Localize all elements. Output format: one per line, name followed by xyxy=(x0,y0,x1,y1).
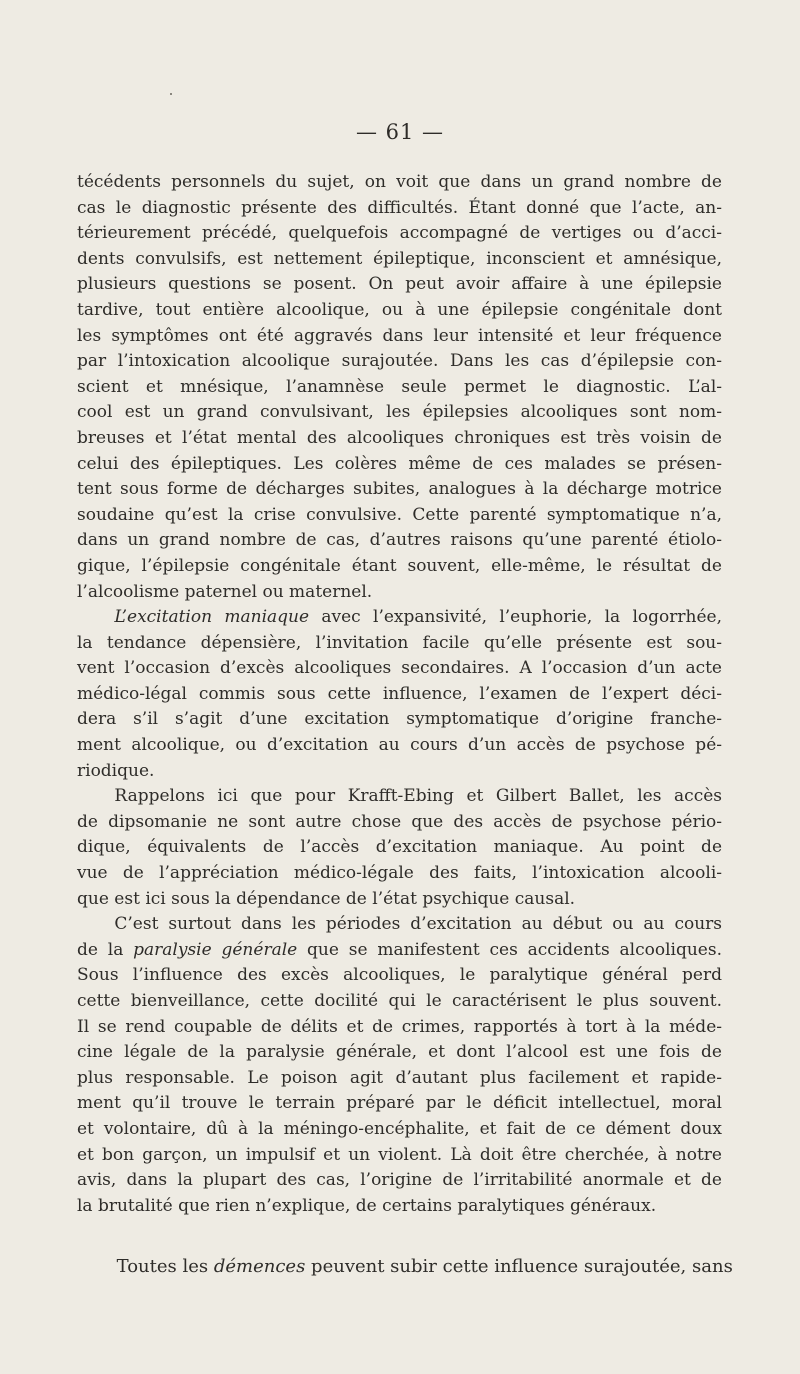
text-line: cine légale de la paralysie générale, et dont l’alcool est une fois de xyxy=(77,1042,722,1063)
text-line: dera s’il s’agit d’une excitation symptomatique d’origine franche- xyxy=(77,709,722,730)
text-line: les symptômes ont été aggravés dans leur intensité et leur fréquence xyxy=(77,325,722,346)
text-line: ment qu’il trouve le terrain préparé par le déficit intellectuel, moral xyxy=(77,1093,722,1114)
text-line: de la paralysie générale que se manifestent ces accidents alcooliques. xyxy=(77,939,722,960)
text-line: plus responsable. Le poison agit d’autant plus facilement et rapide- xyxy=(77,1067,722,1088)
text-line: cool est un grand convulsivant, les épilepsies alcooliques sont nom- xyxy=(77,402,722,423)
text-line: de dipsomanie ne sont autre chose que des accès de psychose pério- xyxy=(77,811,722,832)
body-text xyxy=(77,170,733,1280)
text-line: médico-légal commis sous cette influence, l’examen de l’expert déci- xyxy=(77,683,722,704)
text-line: la brutalité que rien n’explique, de certains paralytiques généraux. xyxy=(77,1195,657,1216)
text-line: gique, l’épilepsie congénitale étant souvent, elle-même, le résultat de xyxy=(77,555,722,576)
text-line: scient et mnésique, l’anamnèse seule permet le diagnostic. L’al- xyxy=(77,376,722,397)
text-line: L’excitation maniaque avec l’expansivité, l’euphorie, la logorrhée, xyxy=(114,607,723,628)
italic-term: L’excitation maniaque xyxy=(114,607,310,628)
text-line: l’alcoolisme paternel ou maternel. xyxy=(77,581,373,602)
text-line: vent l’occasion d’excès alcooliques secondaires. A l’occasion d’un acte xyxy=(77,658,722,679)
text-line: ment alcoolique, ou d’excitation au cours d’un accès de psychose pé- xyxy=(77,735,722,756)
text-line: avis, dans la plupart des cas, l’origine de l’irritabilité anormale et de xyxy=(77,1170,722,1191)
text-line: Toutes les démences peuvent subir cette influence surajoutée, sans xyxy=(116,1256,733,1278)
text-line: Il se rend coupable de délits et de crimes, rapportés à tort à la méde- xyxy=(77,1016,722,1037)
text-line: C’est surtout dans les périodes d’excitation au début ou au cours xyxy=(114,914,722,935)
text-line: Sous l’influence des excès alcooliques, le paralytique général perd xyxy=(77,965,722,986)
text-line: cas le diagnostic présente des difficultés. Étant donné que l’acte, an- xyxy=(77,197,722,218)
text-line: cette bienveillance, cette docilité qui le caractérisent le plus souvent. xyxy=(77,991,722,1011)
text-line: la tendance dépensière, l’invitation facile qu’elle présente est sou- xyxy=(77,632,722,653)
print-speck xyxy=(170,93,172,95)
text-line: térieurement précédé, quelquefois accompagné de vertiges ou d’acci- xyxy=(77,223,722,244)
text-line: técédents personnels du sujet, on voit que dans un grand nombre de xyxy=(77,172,722,192)
text-line: et bon garçon, un impulsif et un violent. Là doit être cherchée, à notre xyxy=(77,1144,722,1165)
page-number: — 61 — xyxy=(355,120,445,144)
text-line: dans un grand nombre de cas, d’autres raisons qu’une parenté étiolo- xyxy=(77,530,722,551)
italic-term: démences xyxy=(213,1256,306,1278)
italic-term: paralysie générale xyxy=(133,939,298,960)
text-line: Rappelons ici que pour Krafft-Ebing et Gilbert Ballet, les accès xyxy=(114,786,722,807)
text-line: tardive, tout entière alcoolique, ou à une épilepsie congénitale dont xyxy=(77,299,722,320)
text-line: et volontaire, dû à la méningo-encéphalite, et fait de ce dément doux xyxy=(77,1118,722,1139)
text-line: celui des épileptiques. Les colères même de ces malades se présen- xyxy=(77,453,722,474)
text-line: breuses et l’état mental des alcooliques chroniques est très voisin de xyxy=(77,427,722,448)
text-line: vue de l’appréciation médico-légale des faits, l’intoxication alcooli- xyxy=(77,863,722,884)
text-line: tent sous forme de décharges subites, analogues à la décharge motrice xyxy=(77,479,722,500)
text-line: riodique. xyxy=(77,760,155,781)
text-line: que est ici sous la dépendance de l’état psychique causal. xyxy=(77,888,576,909)
text-line: plusieurs questions se posent. On peut avoir affaire à une épilepsie xyxy=(77,274,722,295)
text-line: soudaine qu’est la crise convulsive. Cette parenté symptomatique n’a, xyxy=(77,504,722,525)
text-line: dique, équivalents de l’accès d’excitation maniaque. Au point de xyxy=(77,837,722,858)
text-line: par l’intoxication alcoolique surajoutée. Dans les cas d’épilepsie con- xyxy=(77,351,722,372)
text-line: dents convulsifs, est nettement épileptique, inconscient et amnésique, xyxy=(77,248,722,269)
